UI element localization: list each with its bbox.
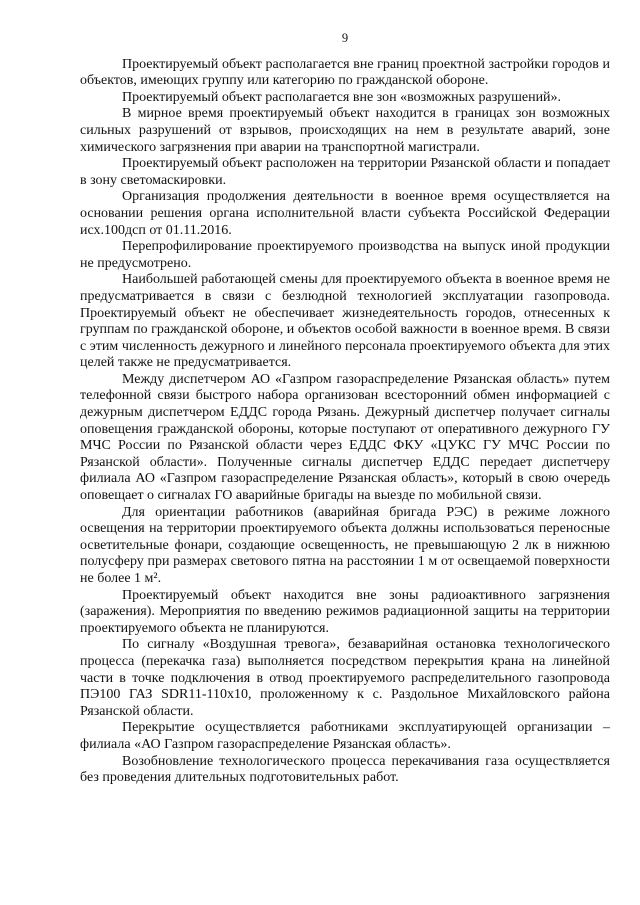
paragraph-10: Проектируемый объект находится вне зоны радиоактивного загрязнения (заражения). Мероприятия по введению режимов радиационной защиты на территории проектируемого объекта не планируются. — [80, 587, 610, 636]
paragraph-8: Между диспетчером АО «Газпром газораспределение Рязанская область» путем телефонной связи быстрого набора организован всесторонний обмен информацией с дежурным диспетчером ЕДДС города Рязань. Дежурный диспетчер получает сигналы оповещения гражданской обороны, которые поступают от оперативного дежурного ГУ МЧС России по Рязанской области через ЕДДС ФКУ «ЦУКС ГУ МЧС России по Рязанской области». Полученные сигналы диспетчер ЕДДС передает диспетчеру филиала АО «Газпром газораспределение Рязанская область», который в свою очередь оповещает о сигналах ГО аварийные бригады на выезде по мобильной связи. — [80, 371, 610, 504]
paragraph-11: По сигналу «Воздушная тревога», безаварийная остановка технологического процесса (перекачка газа) выполняется посредством перекрытия крана на линейной части в точке подключения в отвод проектируемого распределительного газопровода ПЭ100 ГАЗ SDR11-110х10, проложенному к с. Раздольное Михайловского района Рязанской области. — [80, 637, 610, 719]
paragraph-1: Проектируемый объект располагается вне границ проектной застройки городов и объектов, имеющих группу или категорию по гражданской обороне. — [80, 56, 610, 89]
paragraph-5: Организация продолжения деятельности в военное время осуществляется на основании решения органа исполнительной власти субъекта Российской Федерации исх.100дсп от 01.11.2016. — [80, 189, 610, 238]
paragraph-13: Возобновление технологического процесса перекачивания газа осуществляется без проведения длительных подготовительных работ. — [80, 753, 610, 786]
paragraph-4: Проектируемый объект расположен на территории Рязанской области и попадает в зону светомаскировки. — [80, 156, 610, 188]
paragraph-12: Перекрытие осуществляется работниками эксплуатирующей организации – филиала «АО Газпром газораспределение Рязанская область». — [80, 720, 610, 752]
paragraph-3: В мирное время проектируемый объект находится в границах зон возможных сильных разрушений от взрывов, происходящих на нем в результате аварий, зоне химического загрязнения при аварии на транспортной магистрали. — [80, 106, 610, 155]
document-page — [80, 30, 610, 787]
paragraph-2: Проектируемый объект располагается вне зон «возможных разрушений». — [122, 89, 562, 105]
page-number: 9 — [341, 31, 349, 45]
paragraph-7: Наибольшей работающей смены для проектируемого объекта в военное время не предусматривается в связи с безлюдной технологией эксплуатации газопровода. Проектируемый объект не обеспечивает жизнедеятельность городов, отнесенных к группам по гражданской обороне, и объектов особой важности в военное время. В связи с этим численность дежурного и линейного персонала проектируемого объекта для этих целей также не предусматривается. — [80, 272, 610, 371]
paragraph-6: Перепрофилирование проектируемого производства на выпуск иной продукции не предусмотрено. — [80, 239, 610, 271]
paragraph-9: Для ориентации работников (аварийная бригада РЭС) в режиме ложного освещения на территории проектируемого объекта должны использоваться переносные осветительные фонари, создающие освещенность, не превышающую 2 лк в нижнюю полусферу при размерах светового пятна на расстоянии 1 м от освещаемой поверхности не более 1 м². — [80, 504, 610, 586]
